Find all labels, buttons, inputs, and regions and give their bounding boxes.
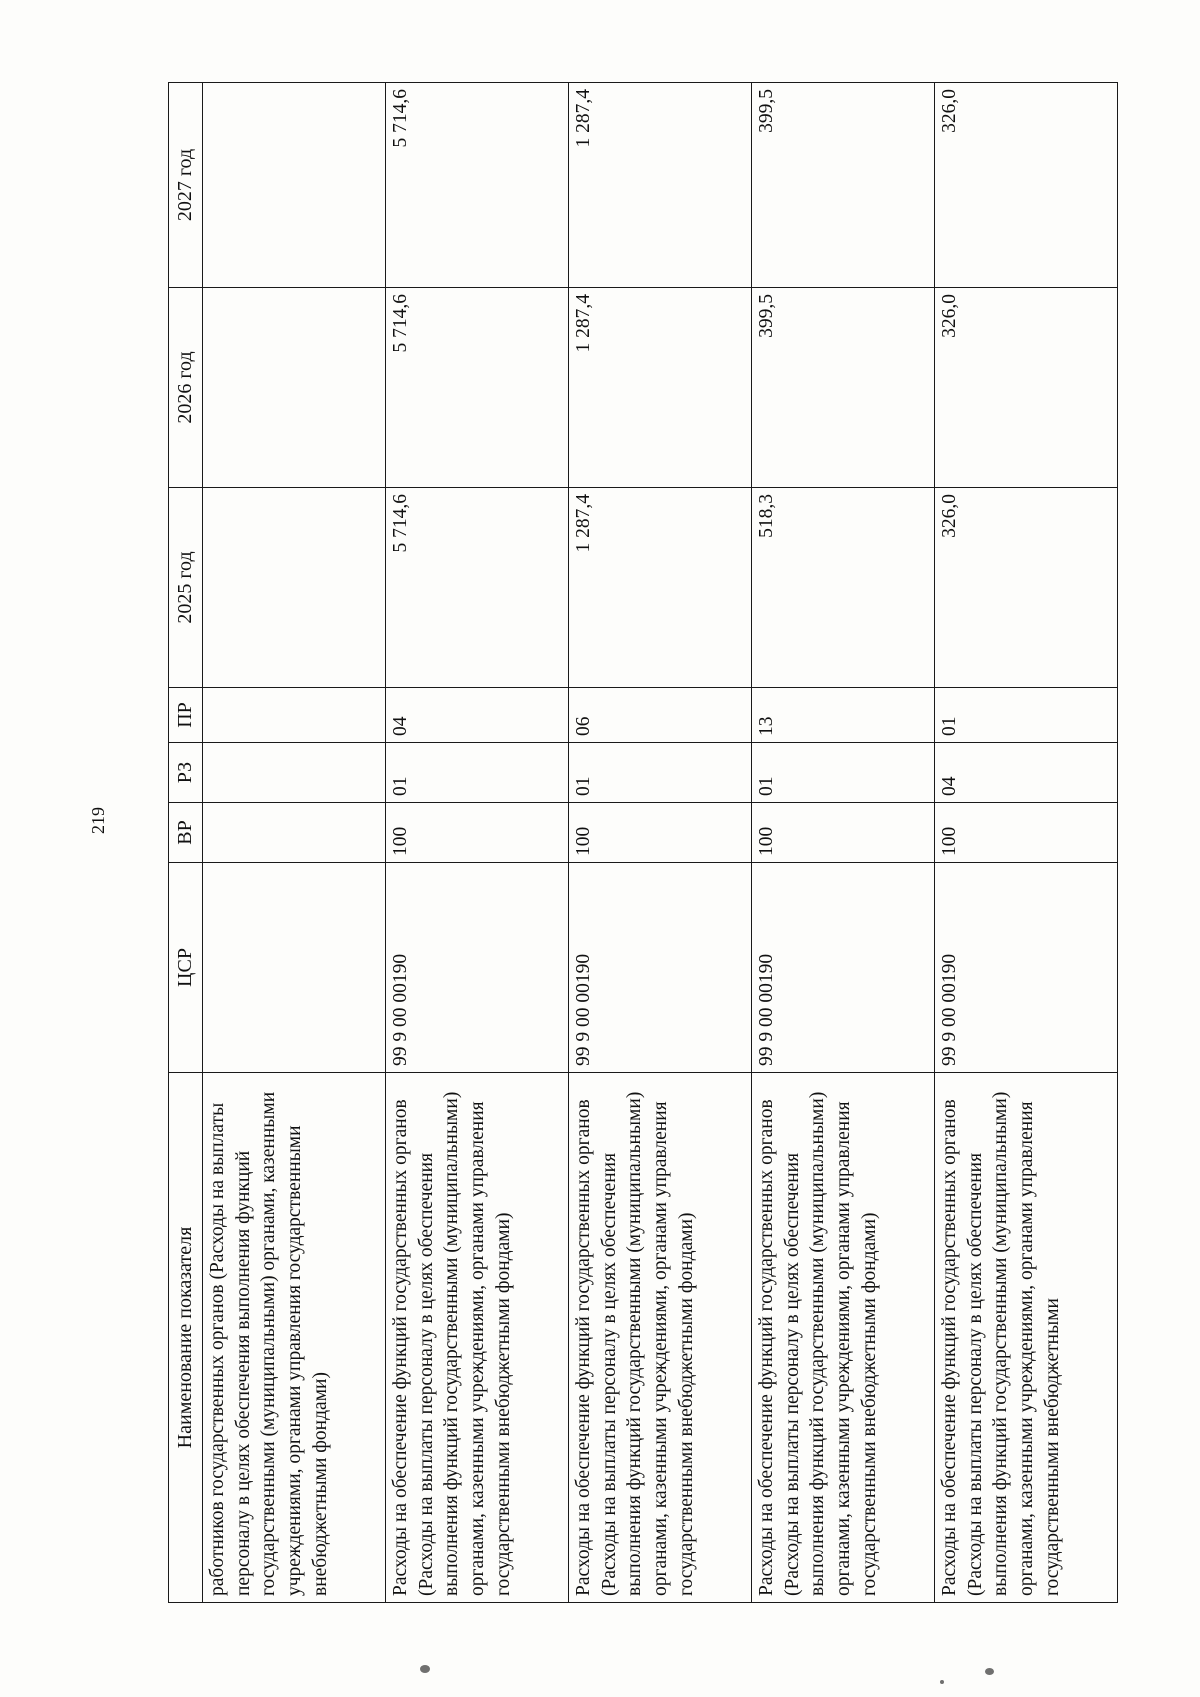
cell-2027: 5 714,6 [386,83,569,288]
cell-name: работников государственных органов (Расходы на выплаты персоналу в целях обеспечения выполнения функций государственными (муниципальными) органами, казенными учреждениями, органами управления государственными внебюджетными фондами) [203,1073,386,1603]
cell-csr [203,863,386,1073]
cell-2026: 1 287,4 [569,288,752,488]
cell-2025: 326,0 [935,488,1118,688]
cell-2025: 518,3 [752,488,935,688]
cell-pr: 06 [569,688,752,743]
cell-csr: 99 9 00 00190 [569,863,752,1073]
cell-rz [203,743,386,803]
table-row [569,83,752,1603]
cell-2026: 5 714,6 [386,288,569,488]
cell-pr: 13 [752,688,935,743]
table-row [203,83,386,1603]
cell-rz: 01 [569,743,752,803]
table-row [935,83,1118,1603]
cell-2025 [203,488,386,688]
cell-name: Расходы на обеспечение функций государственных органов (Расходы на выплаты персоналу в целях обеспечения выполнения функций государственными (муниципальными) органами, казенными учреждениями, органами управления государственными внебюджетными [935,1073,1118,1603]
header-2025: 2025 год [169,488,203,688]
table-row [386,83,569,1603]
header-rz: РЗ [169,743,203,803]
cell-pr: 04 [386,688,569,743]
cell-pr: 01 [935,688,1118,743]
cell-csr: 99 9 00 00190 [386,863,569,1073]
cell-vr [203,803,386,863]
scan-speck [420,1665,430,1673]
budget-table [168,82,1118,1603]
header-name: Наименование показателя [169,1073,203,1603]
cell-rz: 01 [752,743,935,803]
cell-vr: 100 [386,803,569,863]
cell-csr: 99 9 00 00190 [752,863,935,1073]
cell-rz: 01 [386,743,569,803]
rotated-table-wrapper [168,83,1118,1603]
cell-2026 [203,288,386,488]
cell-name: Расходы на обеспечение функций государственных органов (Расходы на выплаты персоналу в целях обеспечения выполнения функций государственными (муниципальными) органами, казенными учреждениями, органами управления государственными внебюджетными фондами) [752,1073,935,1603]
cell-2025: 1 287,4 [569,488,752,688]
cell-vr: 100 [935,803,1118,863]
cell-2026: 399,5 [752,288,935,488]
cell-2027: 399,5 [752,83,935,288]
cell-pr [203,688,386,743]
cell-rz: 04 [935,743,1118,803]
cell-csr: 99 9 00 00190 [935,863,1118,1073]
cell-2026: 326,0 [935,288,1118,488]
header-2027: 2027 год [169,83,203,288]
header-csr: ЦСР [169,863,203,1073]
table-row [752,83,935,1603]
cell-vr: 100 [752,803,935,863]
header-vr: ВР [169,803,203,863]
scan-speck [985,1668,994,1675]
cell-2027 [203,83,386,288]
cell-2027: 326,0 [935,83,1118,288]
page-number: 219 [88,807,108,834]
cell-name: Расходы на обеспечение функций государственных органов (Расходы на выплаты персоналу в целях обеспечения выполнения функций государственными (муниципальными) органами, казенными учреждениями, органами управления государственными внебюджетными фондами) [386,1073,569,1603]
cell-vr: 100 [569,803,752,863]
table-header-row [169,83,203,1603]
header-pr: ПР [169,688,203,743]
scan-speck [940,1680,944,1684]
cell-name: Расходы на обеспечение функций государственных органов (Расходы на выплаты персоналу в целях обеспечения выполнения функций государственными (муниципальными) органами, казенными учреждениями, органами управления государственными внебюджетными фондами) [569,1073,752,1603]
cell-2025: 5 714,6 [386,488,569,688]
header-2026: 2026 год [169,288,203,488]
cell-2027: 1 287,4 [569,83,752,288]
